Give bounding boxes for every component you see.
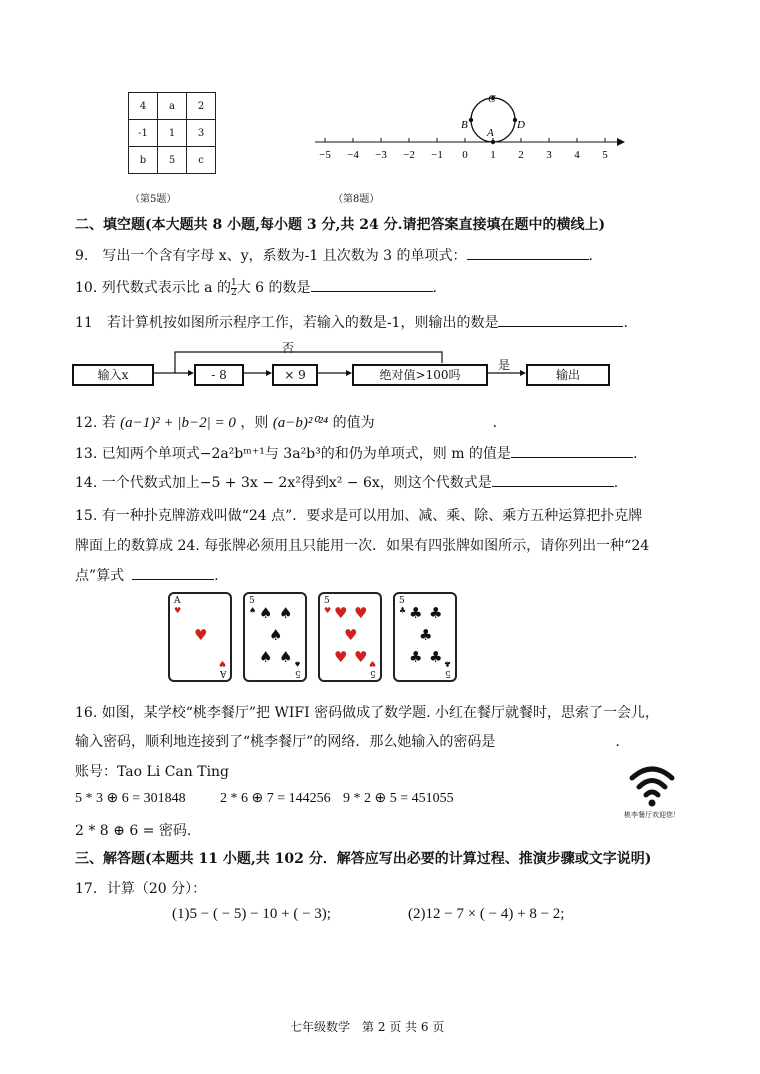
magic-square-grid — [128, 92, 216, 174]
section-heading-solve: 三、解答题(本题共 11 小题,共 102 分．解答应写出必要的计算过程、推演步骤或文字说明) — [75, 851, 652, 867]
card-rank: A — [219, 668, 226, 678]
question-15-text-3: 点”算式 — [75, 568, 125, 584]
question-9-text: 9. 写出一个含有字母 x、y，系数为-1 且次数为 3 的单项式： — [75, 248, 467, 264]
question-15-line-2: 牌面上的数算成 24. 每张牌必须用且只能用一次．如果有四张牌如图所示，请你列出一种“24 — [75, 538, 650, 554]
question-11: 11 若计算机按如图所示程序工作，若输入的数是-1，则输出的数是 . — [75, 312, 628, 332]
number-line-tick-label: 4 — [574, 149, 580, 161]
answer-blank-16 — [495, 732, 615, 746]
playing-card-five-hearts — [318, 592, 382, 682]
number-line-tick-label: 3 — [546, 149, 552, 161]
point-label-a: A — [487, 127, 494, 139]
question-10-text-b: 大 6 的数是 — [236, 280, 311, 296]
spade-icon: ♠ — [249, 606, 257, 615]
figure-caption-5: （第5题） — [130, 194, 177, 205]
club-icon: ♣ — [399, 606, 407, 615]
question-10: 10. 列代数式表示比 a 的$\frac{1}{2}$大 6 的数是 . — [75, 277, 437, 298]
wifi-equation-2: 2 * 6 ⊕ 7 = 144256 — [220, 791, 331, 806]
grid-cell: c — [187, 147, 216, 174]
card-rank: 5 — [324, 596, 330, 606]
flow-no-label: 否 — [282, 341, 295, 355]
answer-blank-9 — [467, 245, 589, 260]
equation-condition: (a−1)² + |b−2| = 0 — [120, 415, 236, 431]
question-12: 12. 若 (a−1)² + |b−2| = 0 ，则 (a−b)²⁰²⁴ 的值为 . — [75, 415, 498, 431]
page-footer: 七年级数学 第 2 页 共 6 页 — [290, 1020, 445, 1034]
grid-cell: a — [158, 93, 187, 120]
club-icon: ♣ — [429, 604, 443, 622]
heart-icon: ♥ — [354, 648, 368, 666]
heart-icon: ♥ — [354, 604, 368, 622]
playing-card-five-clubs — [393, 592, 457, 682]
card-rank: A — [174, 596, 181, 606]
card-rank: 5 — [295, 668, 301, 678]
fraction-numerator: 1 — [230, 277, 237, 288]
playing-card-ace-hearts — [168, 592, 232, 682]
spade-icon: ♠ — [259, 604, 273, 622]
expression-power: (a−b)²⁰²⁴ — [272, 415, 329, 431]
point-label-b: B — [461, 119, 468, 131]
wifi-equation-1: 5 * 3 ⊕ 6 = 301848 — [75, 791, 186, 806]
wifi-account: 账号：Tao Li Can Ting — [75, 764, 230, 780]
card-rank: 5 — [370, 668, 376, 678]
question-16-line-2: 输入密码，顺利地连接到了“桃李餐厅”的网络．那么她输入的密码是 . — [75, 734, 620, 750]
heart-icon: ♥ — [334, 604, 348, 622]
flow-output-box: 输出 — [526, 364, 610, 386]
question-12-text-b: ，则 — [240, 415, 269, 431]
card-rank: 5 — [445, 668, 451, 678]
heart-icon: ♥ — [324, 606, 332, 615]
number-line-figure — [305, 90, 625, 165]
question-12-text-a: 12. 若 — [75, 415, 116, 431]
wifi-caption: 桃李餐厅欢迎您！ — [624, 811, 680, 819]
question-13: 13. 已知两个单项式−2a²bᵐ⁺¹与 3a²b³的和仍为单项式，则 m 的值是 . — [75, 443, 637, 463]
spade-icon: ♠ — [269, 626, 283, 644]
number-line-tick-label: 2 — [518, 149, 524, 161]
club-icon: ♣ — [409, 648, 423, 666]
answer-blank-14 — [492, 472, 614, 487]
fraction-denominator: 2 — [230, 287, 237, 298]
spade-icon: ♠ — [293, 659, 301, 668]
grid-cell: -1 — [129, 120, 158, 147]
number-line-tick-label: −5 — [319, 149, 331, 161]
figure-caption-8: （第8题） — [333, 194, 380, 205]
point-label-c: C — [488, 93, 496, 105]
question-17-title: 17．计算（20 分）： — [75, 881, 207, 897]
point-label-d: D — [517, 119, 525, 131]
heart-icon: ♥ — [194, 626, 208, 644]
wifi-equation-3: 9 * 2 ⊕ 5 = 451055 — [343, 791, 454, 806]
flow-input-box: 输入x — [72, 364, 154, 386]
spade-icon: ♠ — [279, 648, 293, 666]
question-10-text-a: 10. 列代数式表示比 a 的 — [75, 280, 231, 296]
grid-cell: b — [129, 147, 158, 174]
number-line-tick-label: 1 — [490, 149, 496, 161]
club-icon: ♣ — [409, 604, 423, 622]
answer-blank-12 — [375, 413, 493, 427]
number-line-tick-label: −1 — [431, 149, 443, 161]
question-15-line-3: 点”算式 . — [75, 565, 219, 585]
grid-cell: 2 — [187, 93, 216, 120]
grid-cell: 1 — [158, 120, 187, 147]
card-rank: 5 — [249, 596, 255, 606]
heart-icon: ♥ — [344, 626, 358, 644]
number-line-tick-label: −2 — [403, 149, 415, 161]
grid-cell: 4 — [129, 93, 158, 120]
flow-times-9-box: × 9 — [272, 364, 318, 386]
flow-yes-label: 是 — [498, 358, 511, 372]
club-icon: ♣ — [429, 648, 443, 666]
answer-blank-13 — [511, 443, 633, 458]
question-13-text: 13. 已知两个单项式−2a²bᵐ⁺¹与 3a²b³的和仍为单项式，则 m 的值是 — [75, 446, 511, 462]
heart-icon: ♥ — [218, 659, 226, 668]
answer-blank-11 — [498, 312, 623, 327]
number-line-tick-label: 0 — [462, 149, 468, 161]
section-heading-fill-in: 二、填空题(本大题共 8 小题,每小题 3 分,共 24 分.请把答案直接填在题中的横线上) — [75, 217, 606, 233]
wifi-icon — [627, 762, 677, 808]
question-15-line-1: 15. 有一种扑克牌游戏叫做“24 点”．要求是可以用加、减、乘、除、乘方五种运算把扑克牌 — [75, 508, 643, 524]
question-9: 9. 写出一个含有字母 x、y，系数为-1 且次数为 3 的单项式： . — [75, 245, 593, 265]
number-line-tick-label: 5 — [602, 149, 608, 161]
playing-card-five-spades — [243, 592, 307, 682]
spade-icon: ♠ — [259, 648, 273, 666]
number-line-tick-label: −4 — [347, 149, 359, 161]
heart-icon: ♥ — [368, 659, 376, 668]
question-17-part-2: (2)12 − 7 × ( − 4) + 8 − 2; — [408, 906, 565, 922]
card-rank: 5 — [399, 596, 405, 606]
heart-icon: ♥ — [174, 606, 182, 615]
club-icon: ♣ — [419, 626, 433, 644]
question-16-line-1: 16. 如图，某学校“桃李餐厅”把 WIFI 密码做成了数学题. 小红在餐厅就餐时，思索了一会儿， — [75, 705, 659, 721]
question-12-text-c: 的值为 — [332, 415, 375, 431]
question-14: 14. 一个代数式加上−5 + 3x − 2x²得到x² − 6x，则这个代数式是 . — [75, 472, 618, 492]
grid-cell: 5 — [158, 147, 187, 174]
answer-blank-15 — [132, 565, 214, 580]
question-16-text-2: 输入密码，顺利地连接到了“桃李餐厅”的网络．那么她输入的密码是 — [75, 734, 496, 750]
wifi-equation-password: 2 * 8 ⊕ 6 = 密码. — [75, 823, 192, 839]
answer-blank-10 — [311, 277, 433, 292]
number-line-tick-label: −3 — [375, 149, 387, 161]
question-17-part-1: (1)5 − ( − 5) − 10 + ( − 3); — [172, 906, 331, 922]
question-14-text: 14. 一个代数式加上−5 + 3x − 2x²得到x² − 6x，则这个代数式是 — [75, 475, 492, 491]
question-11-text: 11 若计算机按如图所示程序工作，若输入的数是-1，则输出的数是 — [75, 315, 499, 331]
grid-cell: 3 — [187, 120, 216, 147]
flow-minus-8-box: - 8 — [194, 364, 244, 386]
flow-condition-box: 绝对值>100吗 — [352, 364, 488, 386]
heart-icon: ♥ — [334, 648, 348, 666]
spade-icon: ♠ — [279, 604, 293, 622]
club-icon: ♣ — [443, 659, 451, 668]
